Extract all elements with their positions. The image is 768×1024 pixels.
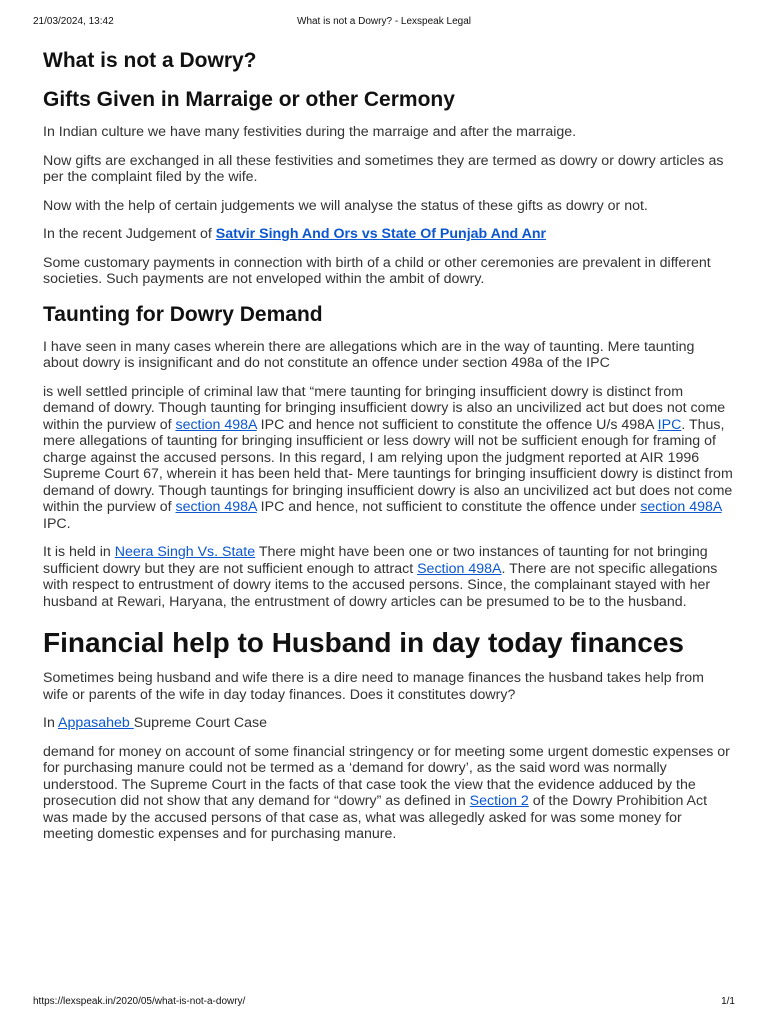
print-page-title: What is not a Dowry? - Lexspeak Legal bbox=[297, 16, 471, 27]
text: is well settled principle of criminal law that “mere taunting for bringing insufficient dowry is distinct from demand of dowry. Though taunting for bringing insufficient dowry is also an uncivilized act but does not come within the purview of bbox=[43, 383, 726, 433]
link-section-498a[interactable]: section 498A bbox=[640, 499, 722, 515]
link-ipc[interactable]: IPC bbox=[657, 416, 682, 433]
paragraph: In Indian culture we have many festivities during the marraige and after the marraige. bbox=[43, 124, 577, 140]
link-section-498a[interactable]: section 498A bbox=[175, 416, 257, 433]
paragraph bbox=[43, 384, 733, 533]
link-neera-singh[interactable]: Neera Singh Vs. State bbox=[114, 544, 256, 560]
text: of the Dowry Prohibition Act was made by the accused persons of that case as, what was allegedly asked for was some money for meeting domestic expenses and for purchasing manure. bbox=[43, 793, 708, 842]
paragraph: I have seen in many cases wherein there are allegations which are in the way of taunting. Mere taunting about dowry is insignificant and do not constitute an offence under section 498a of the IPC bbox=[43, 338, 695, 371]
link-appasaheb[interactable]: Appasaheb bbox=[58, 715, 134, 731]
text: IPC. bbox=[43, 515, 71, 532]
paragraph: Now gifts are exchanged in all these festivities and sometimes they are termed as dowry or dowry articles as per the complaint filed by the wife. bbox=[43, 152, 724, 185]
paragraph: Some customary payments in connection with birth of a child or other ceremonies are prevalent in different societies. Such payments are not enveloped within the ambit of dowry. bbox=[43, 254, 711, 287]
text: IPC and hence, not sufficient to constitute the offence under bbox=[256, 499, 641, 515]
section-heading-financial-help: Financial help to Husband in day today finances bbox=[43, 627, 684, 658]
paragraph bbox=[43, 715, 733, 732]
paragraph bbox=[43, 544, 733, 610]
print-footer bbox=[33, 996, 735, 1010]
section-heading-gifts: Gifts Given in Marraige or other Cermony bbox=[43, 88, 455, 111]
text: In bbox=[43, 715, 58, 731]
text: There might have been one or two instances of taunting for not bringing sufficient dowry but they are not sufficient enough to attract bbox=[43, 544, 708, 577]
text: demand for money on account of some financial stringency or for meeting some urgent domestic expenses or for purchasing manure could not be termed as a ‘demand for dowry’, as the said word was normally understood. The Supreme Court in the facts of that case took the view that the evidence adduced by the prosecution did not show that any demand for “dowry” as defined in bbox=[43, 743, 730, 809]
text: In the recent Judgement of bbox=[43, 226, 216, 242]
text: . There are not specific allegations with respect to entrustment of dowry items to the accused persons. Since, the complainant stayed with her husband at Rewari, Haryana, the entrustment of dowry articles can be presumed to be to the husband. bbox=[43, 560, 718, 610]
paragraph bbox=[43, 744, 733, 843]
print-header bbox=[33, 16, 735, 30]
paragraph: Now with the help of certain judgements we will analyse the status of these gifts as dowry or not. bbox=[43, 197, 648, 214]
print-page-number: 1/1 bbox=[721, 996, 735, 1007]
link-satvir-singh-judgement[interactable]: Satvir Singh And Ors vs State Of Punjab And Anr bbox=[215, 226, 547, 242]
article bbox=[43, 48, 733, 855]
print-url: https://lexspeak.in/2020/05/what-is-not-a-dowry/ bbox=[33, 996, 246, 1007]
text: . Thus, mere allegations of taunting for bringing insufficient or less dowry will not be sufficient enough for framing of charge against the accused persons. In this regard, I am relying upon the judgment reported at AIR 1996 Supreme Court 67, wherein it has been held that- Mere tauntings for bringing insufficient dowry is distinct from demand of dowry. Though tauntings for bringing insufficient dowry is also an uncivilized act but does not come within the purview of bbox=[43, 416, 733, 515]
paragraph bbox=[43, 226, 733, 243]
link-section-498a[interactable]: Section 498A bbox=[417, 560, 502, 577]
print-datetime: 21/03/2024, 13:42 bbox=[33, 16, 114, 27]
paragraph: Sometimes being husband and wife there is a dire need to manage finances the husband takes help from wife or parents of the wife in day today finances. Does it constitutes dowry? bbox=[43, 670, 704, 703]
article-title: What is not a Dowry? bbox=[43, 49, 257, 72]
section-heading-taunting: Taunting for Dowry Demand bbox=[43, 302, 323, 326]
text: IPC and hence not sufficient to constitute the offence U/s 498A bbox=[256, 416, 658, 433]
link-section-2[interactable]: Section 2 bbox=[469, 793, 529, 809]
text: It is held in bbox=[43, 544, 115, 560]
link-section-498a[interactable]: section 498A bbox=[175, 499, 257, 515]
text: Supreme Court Case bbox=[133, 715, 267, 731]
